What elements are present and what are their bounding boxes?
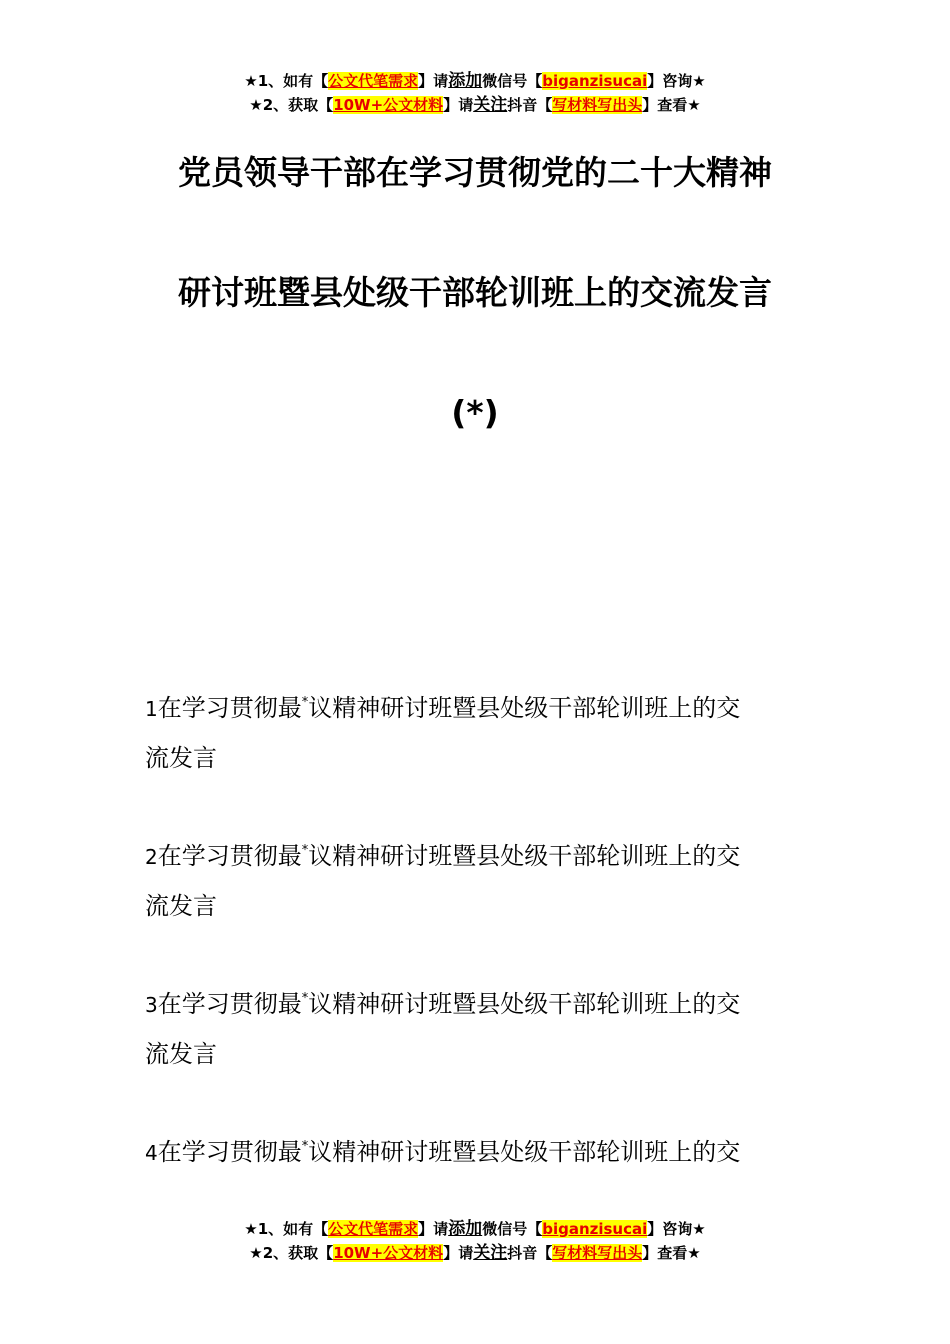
banner-highlight-douyin: 写材料写出头 [552,1244,643,1262]
toc-item-text: 议精神研讨班暨县处级干部轮训班上的交 [308,694,741,722]
toc-item-text: 议精神研讨班暨县处级干部轮训班上的交 [308,990,741,1018]
banner-text: ★1、如有【 [244,1220,329,1238]
banner-line-2 [0,1241,950,1265]
toc-item-marker: * [301,843,309,858]
banner-highlight-douyin: 写材料写出头 [552,96,643,114]
banner-text: 】请 [443,1244,474,1262]
banner-text: 抖音【 [507,1244,553,1262]
banner-text: 】请 [443,96,474,114]
banner-text: 】查看★ [642,1244,701,1262]
toc-item-text: 在学习贯彻最 [157,990,302,1018]
banner-text: ★2、获取【 [249,96,334,114]
toc-item-marker: * [301,991,309,1006]
banner-emphasis: 关注 [473,1243,508,1263]
banner-highlight-service: 公文代笔需求 [328,1220,419,1238]
banner-text: ★2、获取【 [249,1244,334,1262]
toc-item [145,826,815,974]
banner-text: 抖音【 [507,96,553,114]
banner-text: 】咨询★ [647,72,706,90]
toc-item [145,974,815,1122]
toc-item-text: 在学习贯彻最 [157,694,302,722]
document-title-line-3: (*) [451,393,499,432]
banner-text: ★1、如有【 [244,72,329,90]
toc-item-number: 2 [145,845,158,869]
banner-line-1 [0,69,950,93]
document-title-line-1: 党员领导干部在学习贯彻党的二十大精神 [178,153,772,192]
header-banner [0,69,950,117]
toc-item-text: 议精神研讨班暨县处级干部轮训班上的交 [308,842,741,870]
banner-text: 】查看★ [642,96,701,114]
document-title-line-2: 研讨班暨县处级干部轮训班上的交流发言 [178,273,772,312]
banner-emphasis: 添加 [448,71,483,91]
banner-text: 】请 [418,1220,449,1238]
banner-emphasis: 关注 [473,95,508,115]
banner-text: 微信号【 [482,1220,543,1238]
toc-item-text: 流发言 [145,892,217,920]
banner-text: 微信号【 [482,72,543,90]
banner-highlight-materials: 10W+公文材料 [333,96,444,114]
toc-item-text: 在学习贯彻最 [157,842,302,870]
banner-text: 】咨询★ [647,1220,706,1238]
toc-list [145,678,815,1270]
banner-line-1 [0,1217,950,1241]
toc-item-number: 3 [145,993,158,1017]
footer-banner [0,1217,950,1265]
banner-emphasis: 添加 [448,1219,483,1239]
banner-line-2 [0,93,950,117]
banner-highlight-wechat-id: biganzisucai [542,72,648,90]
toc-item [145,678,815,826]
toc-item-number: 4 [145,1141,158,1165]
banner-highlight-materials: 10W+公文材料 [333,1244,444,1262]
toc-item-marker: * [301,1139,309,1154]
banner-highlight-service: 公文代笔需求 [328,72,419,90]
banner-highlight-wechat-id: biganzisucai [542,1220,648,1238]
toc-item-text: 议精神研讨班暨县处级干部轮训班上的交 [308,1138,741,1166]
toc-item-text: 流发言 [145,744,217,772]
toc-item-text: 在学习贯彻最 [157,1138,302,1166]
banner-text: 】请 [418,72,449,90]
toc-item-text: 流发言 [145,1040,217,1068]
toc-item-marker: * [301,695,309,710]
toc-item-number: 1 [145,697,158,721]
